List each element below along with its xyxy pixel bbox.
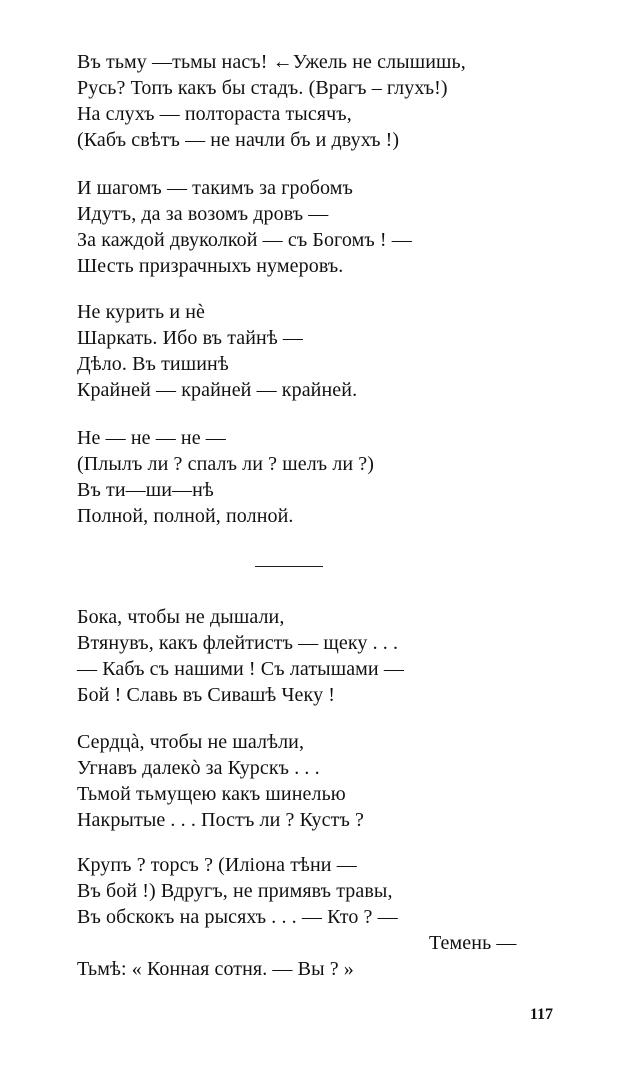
verse-line: Въ обскокъ на рысяхъ . . . — Кто ? —	[77, 906, 398, 928]
verse-line: Крайней — крайней — крайней.	[77, 379, 358, 401]
stanza-5	[77, 604, 567, 708]
verse-line: — Кабъ съ нашими ! Съ латышами —	[77, 658, 404, 680]
verse-line: Тьмой тьмущею какъ шинелью	[77, 783, 346, 805]
verse-line-indented: Темень —	[429, 932, 517, 954]
verse-line: Въ ти—ши—нѣ	[77, 479, 214, 501]
verse-line: На слухъ — полтораста тысячъ,	[77, 103, 352, 125]
verse-line: (Плылъ ли ? спалъ ли ? шелъ ли ?)	[77, 453, 375, 475]
page-number: 117	[529, 1006, 553, 1023]
verse-line: Дѣло. Въ тишинѣ	[77, 353, 229, 375]
verse-line: Бой ! Славь въ Сивашѣ Чеку !	[77, 684, 336, 706]
verse-line: Идутъ, да за возомъ дровъ —	[77, 203, 329, 225]
verse-line: Не — не — не —	[77, 427, 226, 449]
verse-line: Тьмѣ: « Конная сотня. — Вы ? »	[77, 958, 354, 980]
verse-line: (Кабъ свѣтъ — не начли бъ и двухъ !)	[77, 129, 400, 151]
verse-line: Угнавъ далекò за Курскъ . . .	[77, 757, 320, 779]
verse-line: Втянувъ, какъ флейтистъ — щеку . . .	[77, 632, 399, 654]
verse-line: Полной, полной, полной.	[77, 505, 294, 527]
verse-line: Шаркать. Ибо въ тайнѣ —	[77, 327, 304, 349]
verse-line: Бока, чтобы не дышали,	[77, 606, 285, 628]
stanza-4	[77, 425, 567, 529]
section-divider	[255, 566, 323, 567]
stanza-7	[77, 852, 567, 982]
verse-line: Накрытые . . . Постъ ли ? Кустъ ?	[77, 809, 364, 831]
verse-line: Въ тьму —тьмы насъ! ←Ужель не слышишь,	[77, 51, 466, 73]
verse-line: Не курить и нѐ	[77, 301, 206, 323]
stanza-2	[77, 175, 567, 279]
verse-line: И шагомъ — такимъ за гробомъ	[77, 177, 353, 199]
stanza-1	[77, 49, 567, 153]
stanza-3	[77, 299, 567, 403]
stanza-6	[77, 729, 567, 833]
verse-line: Крупъ ? торсъ ? (Иліона тѣни —	[77, 854, 357, 876]
verse-line: Въ бой !) Вдругъ, не примявъ травы,	[77, 880, 393, 902]
verse-line: Русь? Топъ какъ бы стадъ. (Врагъ – глухъ!)	[77, 77, 448, 99]
verse-line: За каждой двуколкой — съ Богомъ ! —	[77, 229, 412, 251]
verse-line: Сердцà, чтобы не шалѣли,	[77, 731, 305, 753]
verse-line: Шесть призрачныхъ нумеровъ.	[77, 255, 344, 277]
